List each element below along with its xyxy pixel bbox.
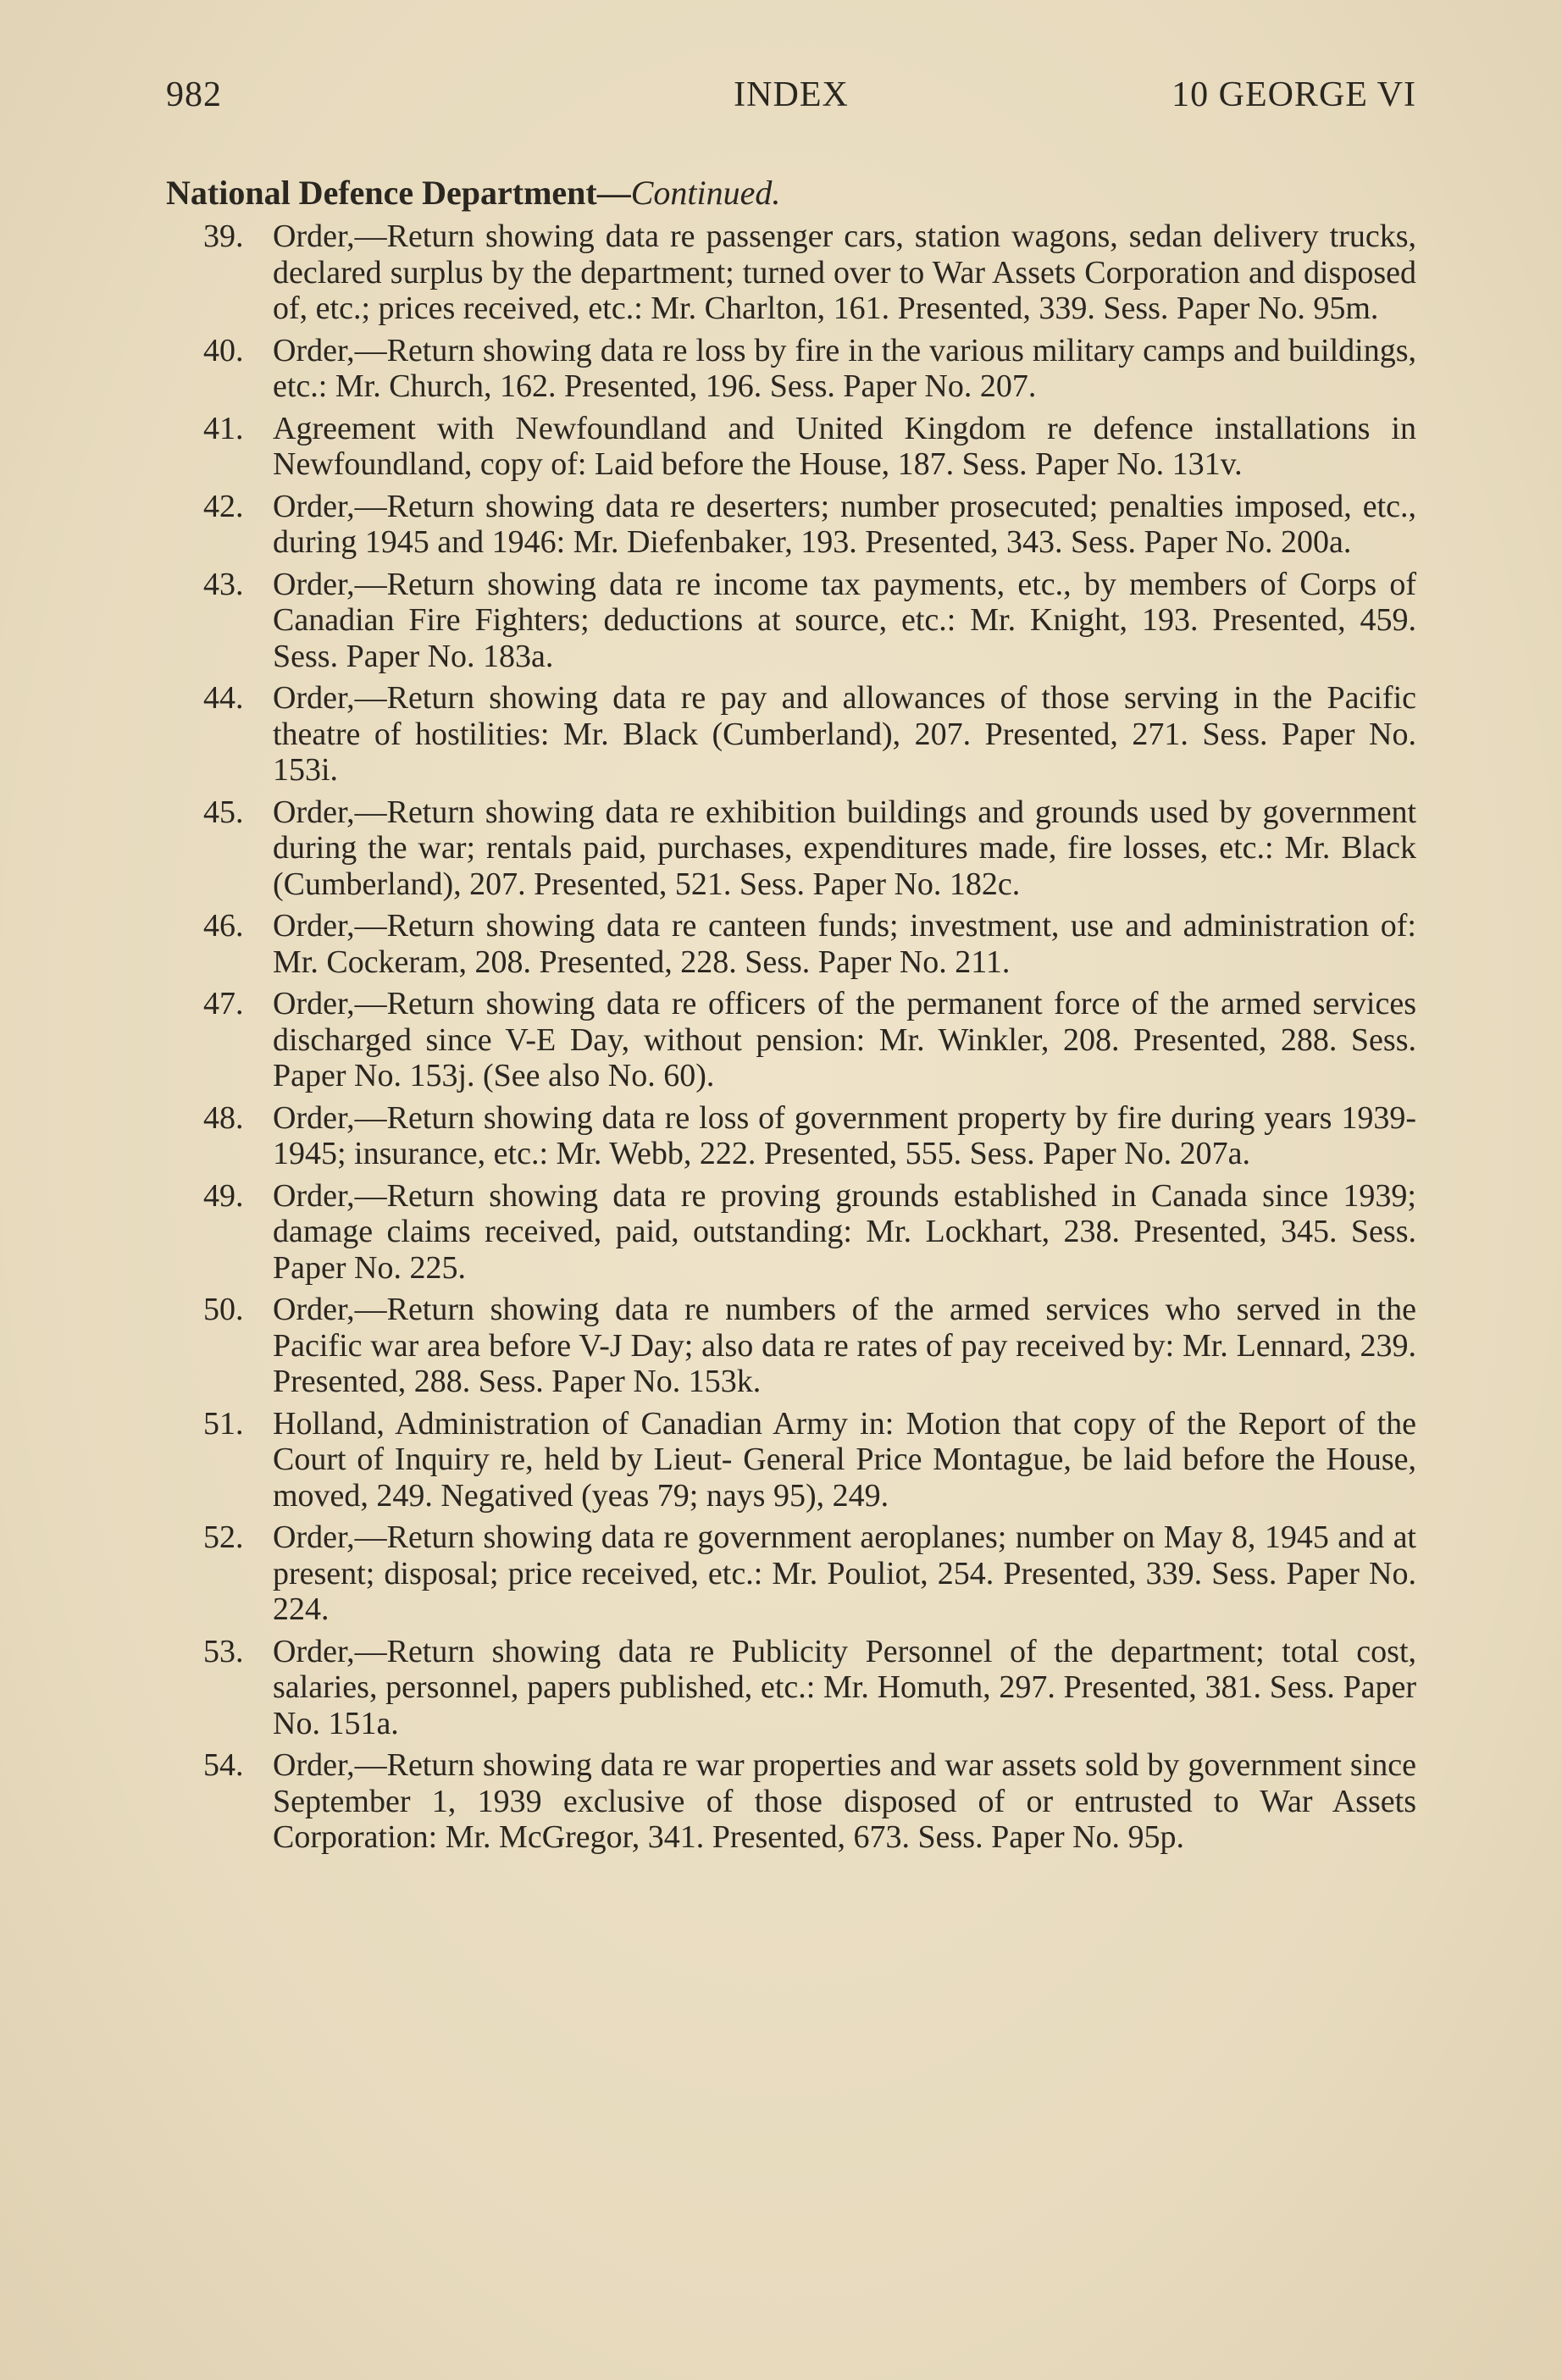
entry-text: Agreement with Newfoundland and United Kingdom re defence installations in Newfoundland, copy of: Laid before the House, 187. Sess. Paper No. 131v. — [273, 410, 1416, 482]
entry-number: 49. — [203, 1177, 244, 1214]
entry-number: 47. — [203, 986, 244, 1021]
entry-number: 39. — [203, 219, 244, 254]
entry-text: Order,—Return showing data re passenger cars, station wagons, sedan delivery trucks, declared surplus by the department; turned over to War Assets Corporation and disposed of, etc.; prices received, etc.: Mr. Charlton, 161. Presented, 339. Sess. Paper No. 95m. — [273, 219, 1416, 326]
index-entry — [203, 219, 1416, 327]
index-entry — [203, 489, 1416, 561]
index-entry — [203, 1747, 1416, 1856]
entry-number: 50. — [203, 1292, 244, 1327]
entry-number: 43. — [203, 566, 244, 602]
entry-text: Holland, Administration of Canadian Army in: Motion that copy of the Report of the Court of Inquiry re, held by Lieut- General Price Montague, be laid before the House, moved, 249. Negatived (yeas 79; nays 95), 249. — [273, 1405, 1416, 1514]
regnal-year: 10 GEORGE VI — [1172, 75, 1416, 114]
entry-number: 48. — [203, 1099, 244, 1136]
section-heading-text: National Defence Department — [166, 174, 597, 212]
entry-text: Order,—Return showing data re loss by fire in the various military camps and buildings, etc.: Mr. Church, 162. Presented, 196. Sess. Paper No. 207. — [273, 332, 1416, 404]
index-entry — [203, 986, 1416, 1094]
page-number: 982 — [166, 75, 222, 114]
entry-text: Order,—Return showing data re loss of government property by fire during years 1939-1945; insurance, etc.: Mr. Webb, 222. Presented, 555. Sess. Paper No. 207a. — [273, 1099, 1416, 1171]
entry-text: Order,—Return showing data re officers of the permanent force of the armed services discharged since V-E Day, without pension: Mr. Winkler, 208. Presented, 288. Sess. Paper No. 153j. (See also No. 60). — [273, 986, 1416, 1093]
entry-text: Order,—Return showing data re proving grounds established in Canada since 1939; damage claims received, paid, outstanding: Mr. Lockhart, 238. Presented, 345. Sess. Paper No. 225. — [273, 1177, 1416, 1286]
entry-number: 42. — [203, 488, 244, 524]
entry-number: 52. — [203, 1519, 244, 1555]
entry-text: Order,—Return showing data re pay and allowances of those serving in the Pacific theatre of hostilities: Mr. Black (Cumberland), 207. Presented, 271. Sess. Paper No. 153i. — [273, 680, 1416, 788]
entry-text: Order,—Return showing data re Publicity Personnel of the department; total cost, salaries, personnel, papers published, etc.: Mr. Homuth, 297. Presented, 381. Sess. Paper No. 151a. — [273, 1633, 1416, 1741]
index-entry — [203, 1100, 1416, 1172]
section-heading — [166, 173, 780, 213]
running-head — [166, 75, 1416, 125]
entry-text: Order,—Return showing data re income tax payments, etc., by members of Corps of Canadian Fire Fighters; deductions at source, etc.: Mr. Knight, 193. Presented, 459. Sess. Paper No. 183a. — [273, 566, 1416, 674]
entry-number: 45. — [203, 794, 244, 830]
entry-number: 53. — [203, 1633, 244, 1669]
entry-number: 51. — [203, 1405, 244, 1442]
index-entry — [203, 1178, 1416, 1287]
entry-text: Order,—Return showing data re war properties and war assets sold by government since September 1, 1939 exclusive of those disposed of or entrusted to War Assets Corporation: Mr. McGregor, 341. Presented, 673. Sess. Paper No. 95p. — [273, 1747, 1416, 1855]
page-title: INDEX — [734, 75, 849, 114]
index-entry — [203, 908, 1416, 980]
entry-number: 44. — [203, 680, 244, 716]
entry-number: 46. — [203, 908, 244, 944]
entry-text: Order,—Return showing data re deserters; number prosecuted; penalties imposed, etc., during 1945 and 1946: Mr. Diefenbaker, 193. Presented, 343. Sess. Paper No. 200a. — [273, 488, 1416, 560]
index-entry — [203, 333, 1416, 405]
entry-text: Order,—Return showing data re numbers of the armed services who served in the Pacific war area before V-J Day; also data re rates of pay received by: Mr. Lennard, 239. Presented, 288. Sess. Paper No. 153k. — [273, 1292, 1416, 1399]
index-entry — [203, 567, 1416, 675]
entry-text: Order,—Return showing data re exhibition buildings and grounds used by government during the war; rentals paid, purchases, expenditures made, fire losses, etc.: Mr. Black (Cumberland), 207. Presented, 521. Sess. Paper No. 182c. — [273, 794, 1416, 902]
entry-text: Order,—Return showing data re canteen funds; investment, use and administration of: Mr. Cockeram, 208. Presented, 228. Sess. Paper No. 211. — [273, 908, 1416, 980]
index-entry — [203, 411, 1416, 483]
index-entry — [203, 1406, 1416, 1514]
index-entry-list — [203, 219, 1416, 1862]
entry-number: 54. — [203, 1747, 244, 1783]
entry-number: 40. — [203, 332, 244, 368]
index-entry — [203, 1292, 1416, 1400]
entry-text: Order,—Return showing data re government aeroplanes; number on May 8, 1945 and at present; disposal; price received, etc.: Mr. Pouliot, 254. Presented, 339. Sess. Paper No. 224. — [273, 1519, 1416, 1627]
section-heading-dash: — — [596, 174, 631, 212]
index-entry — [203, 680, 1416, 789]
index-entry — [203, 1634, 1416, 1742]
index-entry — [203, 1519, 1416, 1628]
continued-label: Continued. — [630, 174, 781, 212]
index-entry — [203, 794, 1416, 903]
entry-number: 41. — [203, 410, 244, 446]
